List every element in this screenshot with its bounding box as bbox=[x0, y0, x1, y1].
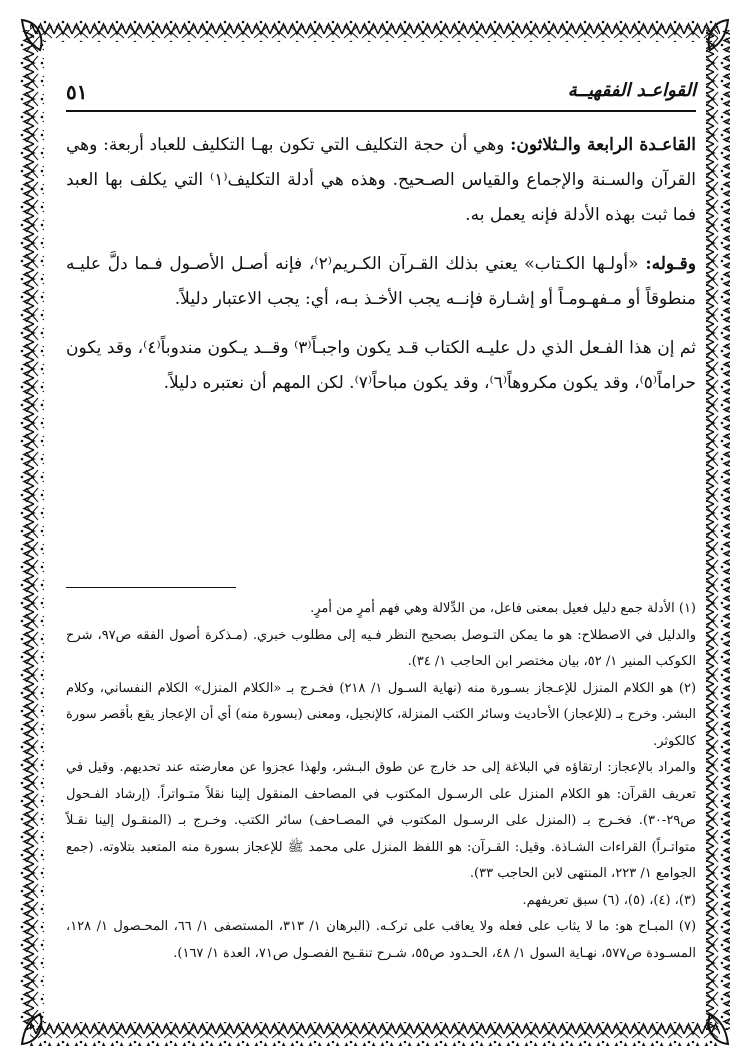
paragraph-2-text: «أولـها الكـتاب» يعني بذلك القـرآن الكـريم⁽٢⁾، فإنه أصـل الأصـول فـما دلَّ عليـه منطوقاً أو مـفهـومـاً أو إشـارة فإنــه يجب الأخـذ بـه، أي: يجب الاعتبار دليلاً. bbox=[66, 254, 696, 309]
paragraph-1-lead: القاعـدة الرابعة والـثلاثون: bbox=[510, 135, 696, 155]
paragraph-1-text: وهي أن حجة التكليف التي تكون بهـا التكليف للعباد أربعة: وهي القرآن والسـنة والإجماع والقياس الصـحيح. وهذه هي أدلة التكليف⁽١⁾ التي يكلف بها العبد فما ثبت بهذه الأدلة فإنه يعمل به. bbox=[66, 135, 697, 225]
main-text bbox=[66, 128, 696, 415]
footnote: والمراد بالإعجاز: ارتقاؤه في البلاغة إلى حد خارج عن طوق البـشر، ولهذا عجزوا عن معارضته عند تحديهم. وقيل في تعريف القرآن: هو الكلام المنزل على الرسـول المكتوب في المصاحف المنقول إلينا نقلاً متـواتراً. (إرشاد الفـحول ص٢٩-٣٠). فخـرج بـ (المنزل على الرسـول المكتوب في المصـاحف) سائر الكتب. وخـرج بـ (المنقـول إلينا نقـلاً متواتـراً) القراءات الشـاذة. وقيل: القـرآن: هو اللفظ المنزل على محمد ﷺ للإعجاز بسورة منه المتعبد بتلاوته. (جمع الجوامع ١/ ٢٢٣، المنتهى لابن الحاجب ٣٣). bbox=[66, 760, 696, 881]
footnote: (١) الأدلة جمع دليل فعيل بمعنى فاعل، من الدِّلالة وهي فهم أمرٍ من أمرٍ. bbox=[310, 601, 696, 616]
paragraph-2-lead: وقـوله: bbox=[645, 254, 696, 274]
footnote: (٢) هو الكلام المنزل للإعـجاز بسـورة منه (نهاية السـول ١/ ٢١٨) فخـرج بـ «الكلام المنزل» الكلام النفساني، وكلام البشر. وخرج بـ (للإعجاز) الأحاديث وسائر الكتب المنزلة، كالإنجيل، ومعنى (بسورة منه) أي أن الإعجاز يقع بأقصر سورة كالكوثر. bbox=[66, 680, 697, 749]
paragraph-3-text: ثم إن هذا الفـعل الذي دل عليـه الكتاب قـد يكون واجبـاً⁽٣⁾ وقــد يـكون مندوباً⁽٤⁾، وقد يكون حراماً⁽٥⁾، وقد يكون مكروهاً⁽٦⁾، وقد يكون مباحاً⁽٧⁾. لكن المهم أن نعتبره دليلاً. bbox=[66, 338, 696, 393]
paragraph-3 bbox=[66, 331, 696, 401]
footnote: والدليل في الاصطلاح: هو ما يمكن التـوصل بصحيح النظر فـيه إلى مطلوب خبري. (مـذكرة أصول الفقه ص٩٧، شرح الكوكب المنير ١/ ٥٢، بيان مختصر ابن الحاجب ١/ ٣٤). bbox=[66, 627, 696, 669]
paragraph-2 bbox=[66, 247, 696, 317]
footnote-separator bbox=[66, 587, 236, 588]
footnote: (٧) المبـاح هو: ما لا يثاب على فعله ولا يعاقب على تركـه. (البرهان ١/ ٣١٣، المستصفى ١/ ٦٦، المحـصول ١/ ١٢٨، المسـودة ص٥٧٧، نهـاية السول ١/ ٤٨، الحـدود ص٥٥، شـرح تنقـيح الفصـول ص٧١، العدة ١/ ١٦٧). bbox=[66, 919, 697, 961]
page-content bbox=[66, 78, 696, 1018]
page-number: ٥١ bbox=[66, 80, 88, 104]
paragraph-1 bbox=[66, 128, 696, 233]
footnotes bbox=[66, 596, 696, 967]
running-header bbox=[66, 78, 696, 112]
footnote: (٣)، (٤)، (٥)، (٦) سبق تعريفهم. bbox=[522, 892, 696, 908]
header-title: القواعـد الفقهيــة bbox=[567, 80, 696, 101]
